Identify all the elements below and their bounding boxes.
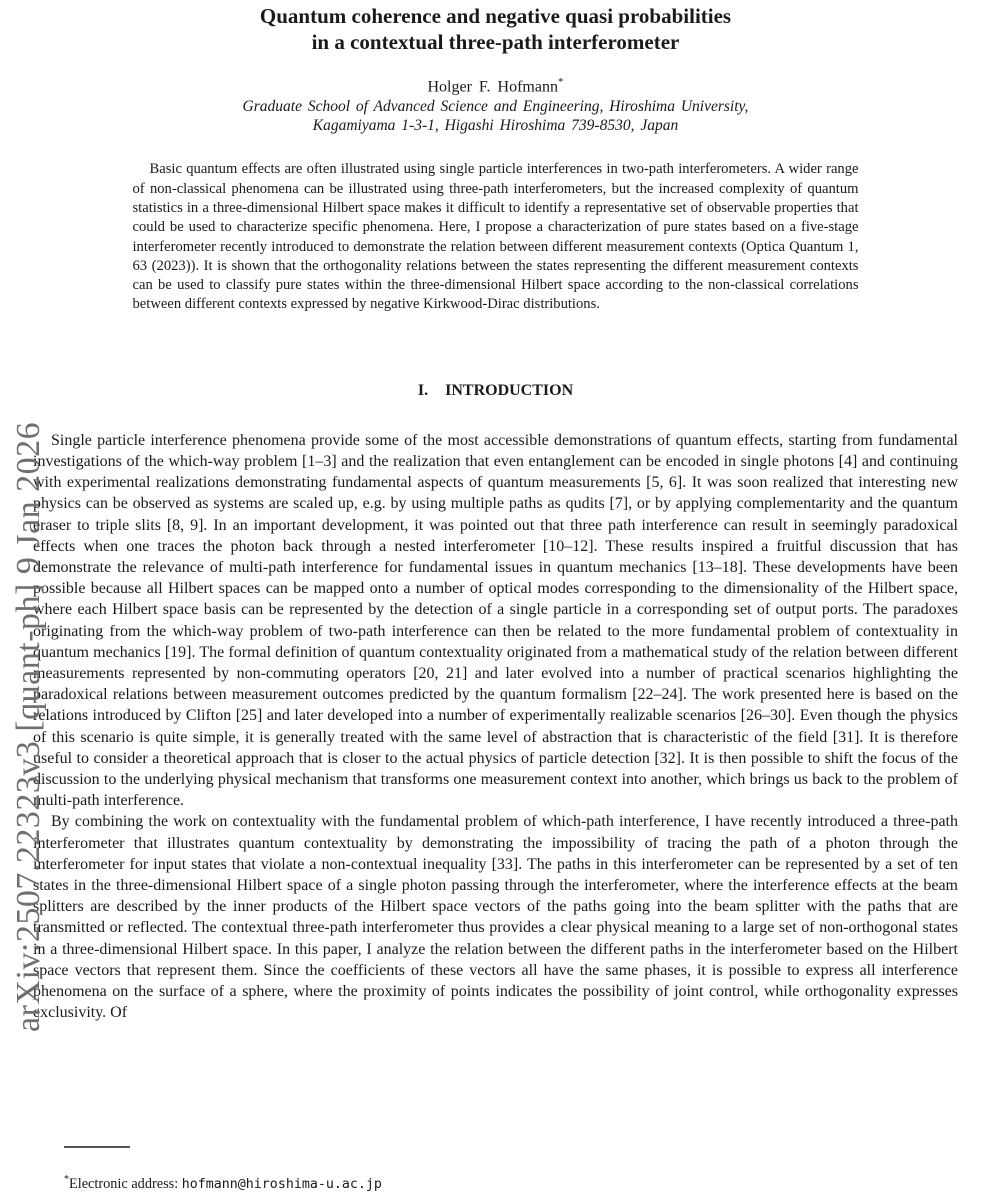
paper-title-line-1: Quantum coherence and negative quasi probabilities — [259, 4, 732, 28]
author-footnote-marker: * — [557, 76, 564, 88]
introduction-body — [33, 430, 958, 1128]
section-number: I. — [417, 381, 429, 399]
footnote-text — [64, 1174, 924, 1193]
title-block — [0, 0, 991, 55]
author-name: Holger F. Hofmann — [427, 78, 558, 96]
abstract: Basic quantum effects are often illustrated using single particle interferences in two-path interferometers. A wider range of non-classical phenomena can be illustrated using three-path interferometers, but the increased complexity of quantum statistics in a three-dimensional Hilbert space makes it difficult to identify a representative set of observable properties that could be used to characterize specific phenomena. Here, I propose a characterization of pure states based on a five-stage interferometer recently introduced to demonstrate the relation between different measurement contexts (Optica Quantum 1, 63 (2023)). It is shown that the orthogonality relations between the states representing the different measurement contexts can be used to classify pure states within the three-dimensional Hilbert space according to the non-classical correlations between different contexts expressed by negative Kirkwood-Dirac distributions. — [132, 161, 859, 313]
affiliation-block — [0, 97, 991, 135]
paragraph-2: By combining the work on contextuality with the fundamental problem of which-path interference, I have recently introduced a three-path interferometer that illustrates quantum contextuality by demonstrating the impossibility of tracing the path of a photon through the interferometer for input states that violate a non-contextual inequality [33]. The paths in this interferometer can be represented by a set of ten states in the three-dimensional Hilbert space of a single photon passing through the interferometer, where the interference effects at the beam splitters are described by the inner products of the Hilbert space vectors of the paths going into the beam splitter with the paths that are transmitted or reflected. The contextual three-path interferometer thus provides a clear physical meaning to a large set of non-orthogonal states in a three-dimensional Hilbert space. In this paper, I analyze the relation between the different paths in the interferometer based on the Hilbert space vectors that represent them. Since the coefficients of these vectors all have the same phases, it is possible to express all interference phenomena on the surface of a sphere, where the proximity of points indicates the possibility of joint control, while orthogonality expresses exclusivity. Of — [33, 813, 958, 1022]
footnote-marker: * — [64, 1174, 69, 1185]
author-line — [0, 72, 991, 97]
affiliation-line-2: Kagamiyama 1-3-1, Higashi Hiroshima 739-8530, Japan — [312, 117, 679, 135]
section-title: INTRODUCTION — [445, 381, 574, 399]
footnote-block — [64, 1146, 924, 1193]
paper-title-line-2: in a contextual three-path interferometer — [311, 30, 680, 54]
arxiv-watermark: arXiv:2507.22323v3 [quant-ph] 9 Jan 2026 — [10, 421, 47, 1032]
footnote-label: Electronic address: — [69, 1175, 182, 1192]
affiliation-line-1: Graduate School of Advanced Science and Engineering, Hiroshima University, — [242, 98, 749, 116]
section-heading — [0, 381, 991, 401]
footnote-email-link[interactable]: hofmann@hiroshima-u.ac.jp — [181, 1176, 382, 1192]
footnote-rule — [64, 1146, 130, 1148]
paragraph-1: Single particle interference phenomena provide some of the most accessible demonstrations of quantum effects, starting from fundamental investigations of the which-way problem [1–3] and the realization that even entanglement can be encoded in single photons [4] and continuing with experimental realizations demonstrating fundamental aspects of quantum measurements [5, 6]. It was soon realized that interesting new physics can be observed as systems are scaled up, e.g. by using multiple paths as qudits [7], or by applying complementarity and the quantum eraser to triple slits [8, 9]. In an important development, it was pointed out that three path interference can result in seemingly paradoxical effects when one traces the photon back through a nested interferometer [10–12]. These results inspired a fruitful discussion that has demonstrate the relevance of multi-path interference for fundamental issues in quantum mechanics [13–18]. These developments have been possible because all Hilbert spaces can be mapped onto a number of optical modes corresponding to the dimensionality of the Hilbert space, where each Hilbert space basis can be represented by the detection of a single particle in a corresponding set of output ports. The paradoxes originating from the which-way problem of two-path interference can then be related to the more fundamental problem of contextuality in quantum mechanics [19]. The formal definition of quantum contextuality originated from a mathematical study of the relation between different measurements represented by non-commuting operators [20, 21] and later evolved into a number of practical scenarios highlighting the paradoxical relations between measurement outcomes predicted by the quantum formalism [22–24]. The work presented here is based on the relations introduced by Clifton [25] and later developed into a number of experimentally realizable scenarios [26–30]. Even though the physics of this scenario is quite simple, it is generally treated with the same level of abstraction that is characteristic of the field [31]. It is therefore useful to consider a theoretical approach that is closer to the actual physics of particle detection [32]. It is then possible to shift the focus of the discussion to the underlying physical mechanism that transforms one measurement context into another, which brings us back to the problem of multi-path interference. — [33, 431, 958, 810]
